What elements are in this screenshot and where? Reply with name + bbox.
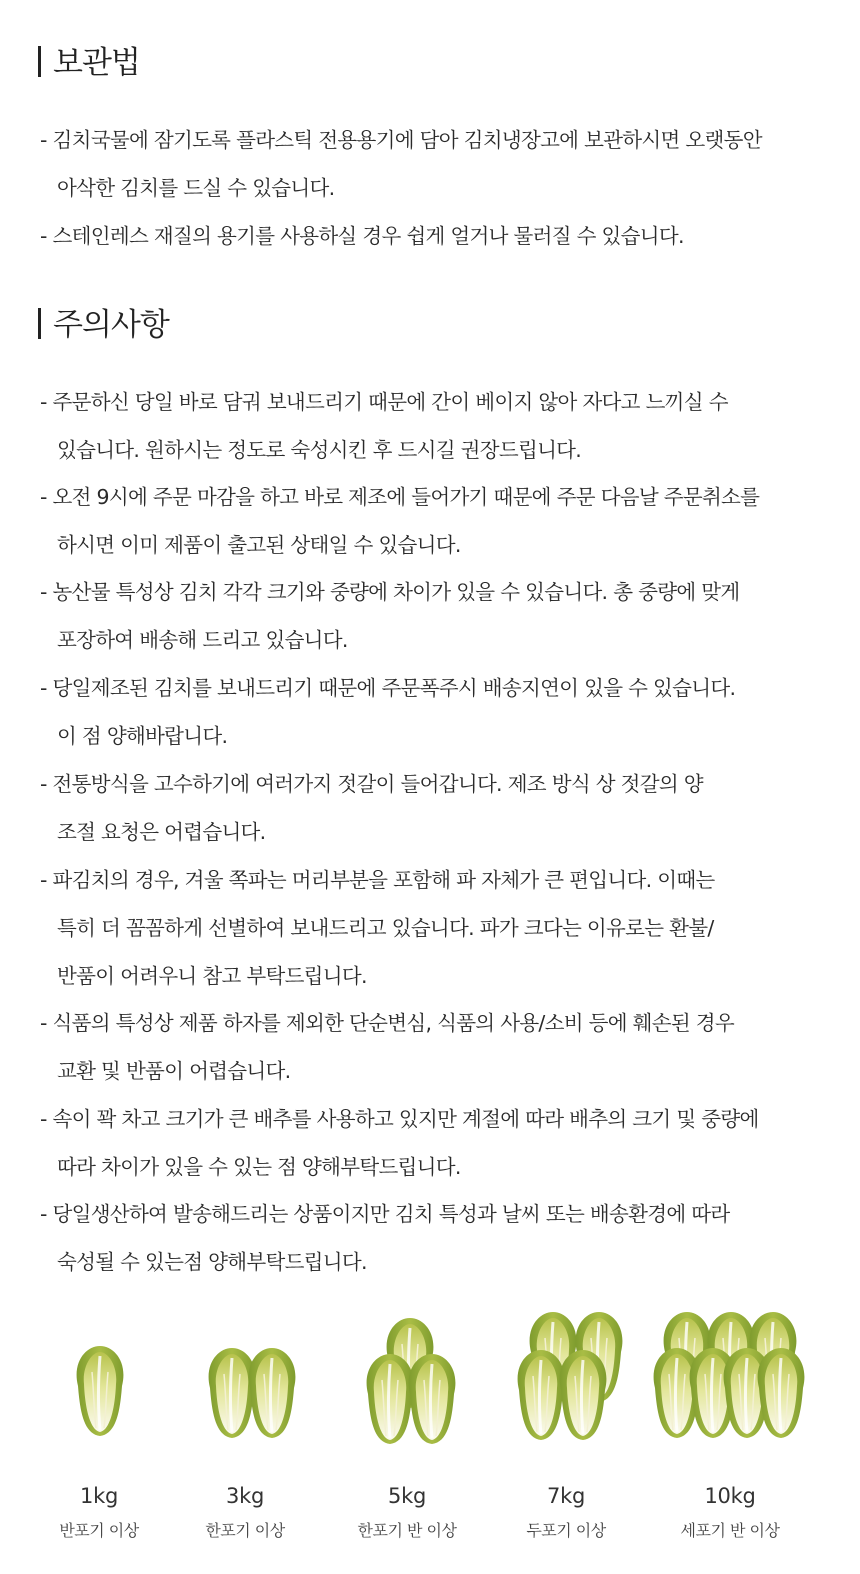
bullet-text: 교환 및 반품이 어렵습니다. bbox=[57, 1059, 291, 1083]
bullet-marker: - bbox=[40, 224, 47, 248]
napa-cabbage-icon bbox=[560, 1350, 607, 1440]
bullet-text: 속이 꽉 차고 크기가 큰 배추를 사용하고 있지만 계절에 따라 배추의 크기 및 중량에 bbox=[52, 1107, 759, 1131]
bullet-marker: - bbox=[40, 1011, 47, 1035]
bullet-marker: - bbox=[40, 390, 47, 414]
storage-item bbox=[40, 116, 830, 212]
bullet-text: 특히 더 꼼꼼하게 선별하여 보내드리고 있습니다. 파가 크다는 이유로는 환불/ bbox=[57, 916, 714, 940]
caution-item bbox=[40, 856, 830, 1000]
product-weight: 5kg bbox=[388, 1484, 426, 1508]
title-bar-icon bbox=[38, 308, 41, 339]
cabbage-group-icon bbox=[160, 1300, 330, 1480]
bullet-text: 있습니다. 원하시는 정도로 숙성시킨 후 드시길 권장드립니다. bbox=[57, 438, 582, 462]
bullet-text: 따라 차이가 있을 수 있는 점 양해부탁드립니다. bbox=[57, 1155, 461, 1179]
product-weight: 7kg bbox=[547, 1484, 585, 1508]
product-option bbox=[322, 1300, 492, 1574]
bullet-marker: - bbox=[40, 676, 47, 700]
caution-item bbox=[40, 760, 830, 856]
bullet-text: 숙성될 수 있는점 양해부탁드립니다. bbox=[57, 1250, 367, 1274]
storage-item bbox=[40, 212, 830, 260]
product-desc: 한포기 반 이상 bbox=[357, 1521, 457, 1540]
product-desc: 한포기 이상 bbox=[205, 1521, 285, 1540]
cabbage-group-icon bbox=[322, 1300, 492, 1480]
bullet-text: 반품이 어려우니 참고 부탁드립니다. bbox=[57, 964, 367, 988]
bullet-text: 하시면 이미 제품이 출고된 상태일 수 있습니다. bbox=[57, 533, 461, 557]
bullet-text: 당일생산하여 발송해드리는 상품이지만 김치 특성과 날씨 또는 배송환경에 따라 bbox=[52, 1202, 730, 1226]
napa-cabbage-icon bbox=[77, 1346, 124, 1436]
bullet-marker: - bbox=[40, 1107, 47, 1131]
napa-cabbage-icon bbox=[758, 1348, 805, 1438]
caution-item bbox=[40, 664, 830, 760]
bullet-text: 전통방식을 고수하기에 여러가지 젓갈이 들어갑니다. 제조 방식 상 젓갈의 양 bbox=[52, 772, 703, 796]
product-option bbox=[645, 1300, 815, 1574]
bullet-text: 스테인레스 재질의 용기를 사용하실 경우 쉽게 얼거나 물러질 수 있습니다. bbox=[52, 224, 684, 248]
bullet-text: 조절 요청은 어렵습니다. bbox=[57, 820, 266, 844]
product-option bbox=[14, 1300, 184, 1574]
bullet-text: 농산물 특성상 김치 각각 크기와 중량에 차이가 있을 수 있습니다. 총 중량에 맞게 bbox=[52, 580, 740, 604]
bullet-text: 이 점 양해바랍니다. bbox=[57, 724, 228, 748]
product-size-row bbox=[0, 1300, 860, 1574]
caution-item bbox=[40, 473, 830, 569]
napa-cabbage-icon bbox=[209, 1348, 256, 1438]
caution-item bbox=[40, 1190, 830, 1286]
bullet-text: 아삭한 김치를 드실 수 있습니다. bbox=[57, 176, 335, 200]
caution-item bbox=[40, 568, 830, 664]
bullet-marker: - bbox=[40, 580, 47, 604]
cabbage-group-icon bbox=[14, 1300, 184, 1480]
product-option bbox=[481, 1300, 651, 1574]
bullet-text: 김치국물에 잠기도록 플라스틱 전용용기에 담아 김치냉장고에 보관하시면 오랫동안 bbox=[52, 128, 762, 152]
product-weight: 1kg bbox=[80, 1484, 118, 1508]
cabbage-group-icon bbox=[645, 1300, 815, 1480]
bullet-text: 주문하신 당일 바로 담궈 보내드리기 때문에 간이 베이지 않아 자다고 느끼실 수 bbox=[52, 390, 728, 414]
bullet-marker: - bbox=[40, 772, 47, 796]
bullet-text: 오전 9시에 주문 마감을 하고 바로 제조에 들어가기 때문에 주문 다음날 주문취소를 bbox=[52, 485, 760, 509]
napa-cabbage-icon bbox=[518, 1350, 565, 1440]
bullet-text: 포장하여 배송해 드리고 있습니다. bbox=[57, 628, 348, 652]
bullet-marker: - bbox=[40, 1202, 47, 1226]
napa-cabbage-icon bbox=[249, 1348, 296, 1438]
title-bar-icon bbox=[38, 46, 41, 77]
bullet-text: 파김치의 경우, 겨울 쪽파는 머리부분을 포함해 파 자체가 큰 편입니다. 이때는 bbox=[52, 868, 715, 892]
bullet-marker: - bbox=[40, 128, 47, 152]
bullet-marker: - bbox=[40, 868, 47, 892]
napa-cabbage-icon bbox=[409, 1354, 456, 1444]
bullet-marker: - bbox=[40, 485, 47, 509]
cabbage-group-icon bbox=[481, 1300, 651, 1480]
caution-item bbox=[40, 1095, 830, 1191]
bullet-text: 식품의 특성상 제품 하자를 제외한 단순변심, 식품의 사용/소비 등에 훼손된 경우 bbox=[52, 1011, 735, 1035]
product-weight: 10kg bbox=[704, 1484, 756, 1508]
napa-cabbage-icon bbox=[367, 1354, 414, 1444]
section-title-text: 주의사항 bbox=[53, 307, 169, 343]
bullet-text: 당일제조된 김치를 보내드리기 때문에 주문폭주시 배송지연이 있을 수 있습니다. bbox=[52, 676, 736, 700]
caution-item bbox=[40, 999, 830, 1095]
product-weight: 3kg bbox=[226, 1484, 264, 1508]
product-desc: 반포기 이상 bbox=[59, 1521, 139, 1540]
product-desc: 세포기 반 이상 bbox=[680, 1521, 780, 1540]
section-title-storage bbox=[38, 43, 140, 83]
caution-item bbox=[40, 378, 830, 474]
section-title-text: 보관법 bbox=[53, 45, 140, 81]
section-title-cautions bbox=[38, 305, 169, 345]
product-desc: 두포기 이상 bbox=[526, 1521, 606, 1540]
product-option bbox=[160, 1300, 330, 1574]
